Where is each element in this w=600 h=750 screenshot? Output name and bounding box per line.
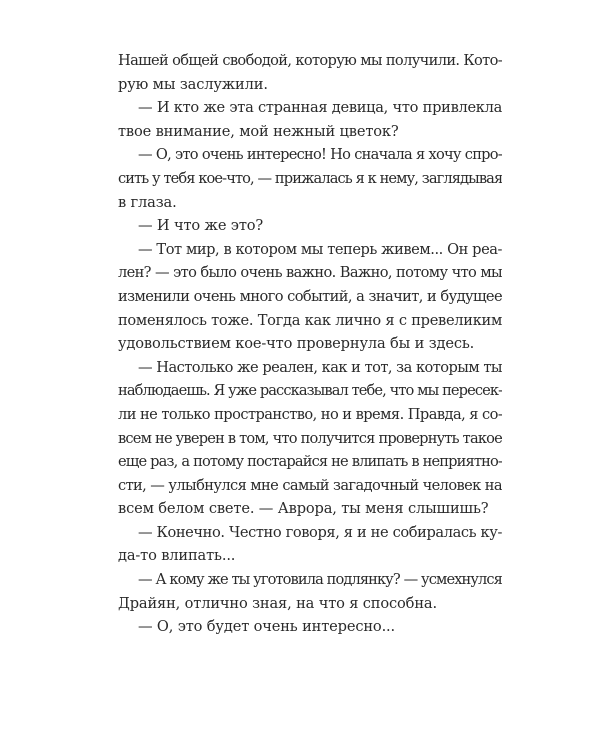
text-line: в глаза.: [118, 193, 177, 211]
text-line: твое внимание, мой нежный цветок?: [118, 122, 399, 140]
text-line: изменили очень много событий, а значит, и будущее: [118, 287, 502, 305]
text-line: — О, это очень интересно! Но сначала я хочу спро-: [138, 146, 502, 164]
text-line: Драйян, отлично зная, на что я способна.: [118, 594, 437, 612]
page-text: [118, 49, 502, 639]
text-line: сти, — улыбнулся мне самый загадочный человек на: [118, 476, 502, 494]
text-line: — О, это будет очень интересно...: [138, 618, 396, 636]
text-line: — Тот мир, в котором мы теперь живем... Он реа-: [138, 240, 502, 258]
text-line: сить у тебя кое-что, — прижалась я к нему, заглядывая: [118, 169, 502, 187]
text-line: — И кто же эта странная девица, что привлекла: [138, 99, 502, 117]
text-line: ли не только пространство, но и время. Правда, я со-: [118, 405, 502, 423]
text-line: — Настолько же реален, как и тот, за которым ты: [138, 358, 502, 376]
text-line: всем не уверен в том, что получится провернуть такое: [118, 429, 502, 447]
text-line: еще раз, а потому постарайся не влипать в неприятно-: [118, 453, 502, 471]
text-line: удовольствием кое-что провернула бы и здесь.: [118, 335, 475, 353]
text-line: всем белом свете. — Аврора, ты меня слышишь?: [118, 500, 489, 518]
text-line: рую мы заслужили.: [118, 75, 268, 93]
text-line: — И что же это?: [138, 217, 264, 235]
text-line: наблюдаешь. Я уже рассказывал тебе, что мы пересек-: [118, 382, 502, 400]
text-line: да-то влипать...: [118, 547, 236, 565]
text-line: поменялось тоже. Тогда как лично я с превеликим: [118, 311, 502, 329]
text-line: — А кому же ты уготовила подлянку? — усмехнулся: [138, 571, 502, 589]
text-line: лен? — это было очень важно. Важно, потому что мы: [118, 264, 502, 282]
text-line: Нашей общей свободой, которую мы получили. Кото-: [118, 52, 502, 69]
text-line: — Конечно. Честно говоря, я и не собиралась ку-: [138, 523, 502, 541]
